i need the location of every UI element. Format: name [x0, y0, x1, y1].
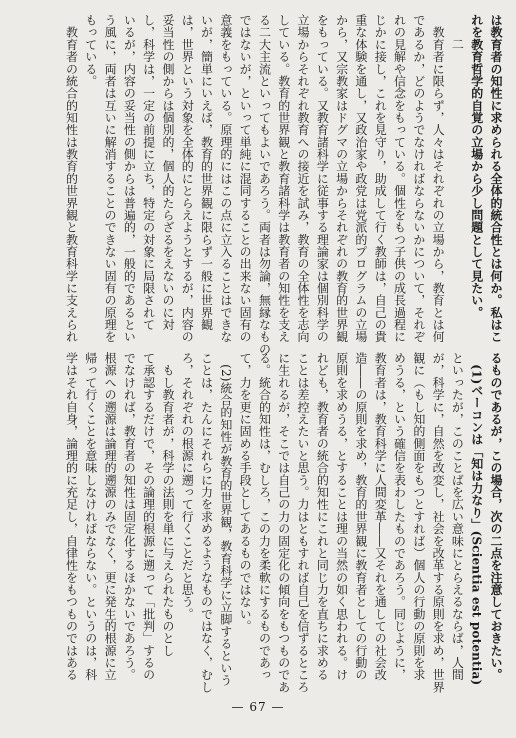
text-line: をもっている。又教育諸科学に従事する理論家は個別科学の — [315, 14, 330, 343]
text-line: ろ，それぞれの根源に遡って行くことだと思う。 — [180, 352, 195, 620]
text-line: 原則を求めうる，とすることは理の当然の如く思われる。け — [334, 352, 349, 681]
text-line: 妥当性の側からは個別的，個人的たらざるをえないのに対 — [160, 14, 175, 331]
text-line: は教育者の知性に求められる全体的統合性とは何か。私はこ — [489, 14, 503, 343]
text-line: に生れるが，そこでは自己の力の固定化の傾向をもつものであ — [276, 352, 291, 694]
text-line: れの見解や信念をもっている。個性をもつ子供の成長過程に — [392, 14, 407, 343]
text-line: 根源への遡源は論理的遡源のみでなく，更に発生的根源に立 — [103, 352, 118, 681]
section-heading: 二 — [450, 38, 465, 51]
text-line: もっている。 — [83, 14, 98, 88]
text-line: (2)統合的知性が教育的世界観，教育科学に立脚するという — [218, 352, 233, 687]
text-line: 意義をもっている。原理的にはこの点に立入ることはできな — [218, 14, 233, 343]
text-line: めうる，という確信を表わしたものであろう。同じように， — [392, 352, 407, 681]
text-line: 造――の原則を求め，教育的世界観に教育者としての行動の — [353, 352, 368, 681]
text-line: て，力を更に固める手段としてあるものではない。 — [238, 352, 253, 633]
text-line: る。統合的知性は，むしろ，この力を柔軟にするものであっ — [257, 352, 272, 681]
text-line: る二大主流といってもよいであろう。両者は勿論，無縁なもの — [257, 14, 272, 356]
text-line: から，又宗教家はドグマの立場からそれぞれの教育的世界観 — [334, 14, 349, 343]
text-line: 観に（もし知的側面をもつとすれば）個人の行動の原則を求 — [411, 352, 426, 681]
text-line: 重な体験を通し，又政治家や政党は党派的プログラムの立場 — [353, 14, 368, 343]
text-line: 教育者は，教育科学に人間変革――又それを通しての社会改 — [373, 352, 388, 681]
text-line: れを教育哲学的自覚の立場から少し問題として見たい。 — [469, 14, 484, 319]
text-line: もし教育者が，科学の法則を単に与えられたものとし — [160, 352, 175, 657]
text-line: 立場からそれぞれ教育への接近を試み，教育の全体性を志向 — [296, 14, 311, 343]
text-line: いが，簡単にいえば，教育的世界観に限らず一般に世界観 — [199, 14, 214, 331]
text-line: し，科学は，一定の前提に立ち，特定の対象に局限されて — [141, 14, 156, 331]
text-line: は，世界という対象を全体的にとらえようとするが，内容の — [180, 14, 195, 343]
upper-text-block — [13, 14, 505, 356]
text-line: 教育者の統合的知性は教育的世界観と教育科学に支えられ — [64, 14, 79, 343]
text-line: て承認するだけで，その論理的根源に遡って「批判」するの — [141, 352, 156, 681]
text-line: 帰って行くことを意味しなければならない。というのは，科 — [83, 352, 98, 681]
text-line: ことは差控えたいと思う。力はともすれば自己を信ずるところ — [296, 352, 311, 694]
text-line: でなければ，教育者の知性は固定化するほかないであろう。 — [122, 352, 137, 681]
text-line: じかに接し，これを見守り，助成して行く教師は，自己の貴 — [373, 14, 388, 343]
text-line: ことは，たんにそれらに力を求めるようなものではなく，むし — [199, 352, 214, 694]
text-line: 教育者に限らず，人々はそれぞれの立場から，教育とは何 — [431, 14, 446, 343]
text-line: いるが，内容の妥当性の側からは普遍的，一般的であるとい — [122, 14, 137, 343]
text-line: れども，教育者の統合的知性にこれと同じ力を直ちに求める — [315, 352, 330, 681]
lower-text-block — [13, 352, 505, 694]
text-line: 学はそれ自身，論理的に充足し，自律性をもつものではある — [64, 352, 79, 681]
text-line: といったが，このことばを広い意味にとらえるならば，人間 — [450, 352, 465, 681]
text-line: ではないが，といって単純に混同することの出来ない固有の — [238, 14, 253, 343]
text-line: (1)ベーコンは「知は力なり」(Scientia est potentia) — [469, 352, 484, 686]
text-line: う風に，両者は互いに解消することのできない固有の原理を — [103, 14, 118, 343]
text-line: が，科学に，自然を改変し，社会を改革する原則を求め，世界 — [431, 352, 446, 694]
page-number: — 67 — — [231, 700, 285, 714]
text-line: している。教育的世界観と教育諸科学は教育者の知性を支え — [276, 14, 291, 343]
text-line: るものであるが，この場合，次の二点を注意しておきたい。 — [489, 352, 503, 681]
text-line: であるか，どのようでなければならないかについて，それぞ — [411, 14, 426, 343]
